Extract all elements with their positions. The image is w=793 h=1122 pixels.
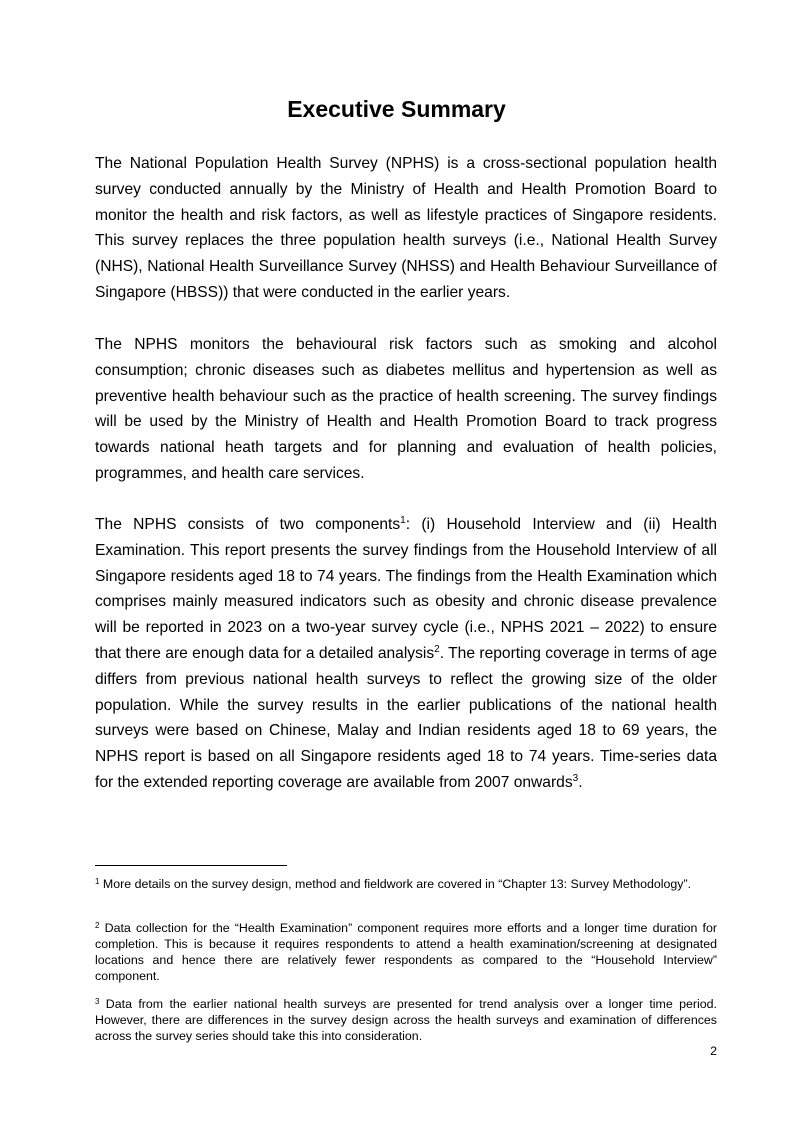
paragraph-text: : (i) Household Interview and (ii) Health Examination. This report presents the survey findings from the Household Interview of all Singapore residents aged 18 to 74 years. The findings from the Health Examination which comprises mainly measured indicators such as obesity and chronic disease prevalence will be reported in 2023 on a two-year survey cycle (i.e., NPHS 2021 – 2022) to ensure that there are enough data for a detailed analysis bbox=[95, 516, 717, 662]
footnote-reference: 2 bbox=[434, 643, 440, 655]
footnote-text: Data from the earlier national health surveys are presented for trend analysis over a longer time period. However, there are differences in the survey design across the health surveys and examination of differences across the survey series should take this into consideration. bbox=[95, 997, 717, 1043]
footnote-mark: 3 bbox=[95, 997, 100, 1006]
footnote-reference: 1 bbox=[400, 515, 406, 526]
footnote bbox=[95, 996, 717, 1044]
footnote-mark: 1 bbox=[95, 877, 100, 886]
footnote-mark: 2 bbox=[95, 921, 100, 930]
footnote-text: More details on the survey design, method and fieldwork are covered in “Chapter 13: Survey Methodology”. bbox=[99, 877, 692, 891]
page-title: Executive Summary bbox=[287, 96, 506, 122]
footnote bbox=[95, 876, 717, 892]
paragraph-components bbox=[95, 512, 717, 796]
footnote bbox=[95, 920, 717, 984]
footnote-separator bbox=[95, 865, 287, 866]
paragraph-monitoring: The NPHS monitors the behavioural risk factors such as smoking and alcohol consumption; chronic diseases such as diabetes mellitus and hypertension as well as preventive health behaviour such as the practice of health screening. The survey findings will be used by the Ministry of Health and Health Promotion Board to track progress towards national heath targets and for planning and evaluation of health policies, programmes, and health care services. bbox=[95, 336, 717, 482]
paragraph-text: . bbox=[578, 773, 583, 791]
paragraph-intro: The National Population Health Survey (NPHS) is a cross-sectional population health survey conducted annually by the Ministry of Health and Health Promotion Board to monitor the health and risk factors, as well as lifestyle practices of Singapore residents. This survey replaces the three population health surveys (i.e., National Health Survey (NHS), National Health Surveillance Survey (NHSS) and Health Behaviour Surveillance of Singapore (HBSS)) that were conducted in the earlier years. bbox=[95, 155, 717, 301]
page-number: 2 bbox=[710, 1044, 717, 1058]
footnote-text: Data collection for the “Health Examination” component requires more efforts and a longer time duration for completion. This is because it requires respondents to attend a health examination/screening at designated locations and hence there are relatively fewer respondents as compared to the “Household Interview” component. bbox=[95, 921, 717, 983]
footnote-reference: 3 bbox=[572, 772, 579, 784]
paragraph-text: . The reporting coverage in terms of age differs from previous national health surveys to reflect the growing size of the older population. While the survey results in the earlier publications of the national health surveys were based on Chinese, Malay and Indian residents aged 18 to 69 years, the NPHS report is based on all Singapore residents aged 18 to 74 years. Time-series data for the extended reporting coverage are available from 2007 onwards bbox=[95, 644, 717, 791]
paragraph-text: The NPHS consists of two components bbox=[95, 516, 401, 533]
